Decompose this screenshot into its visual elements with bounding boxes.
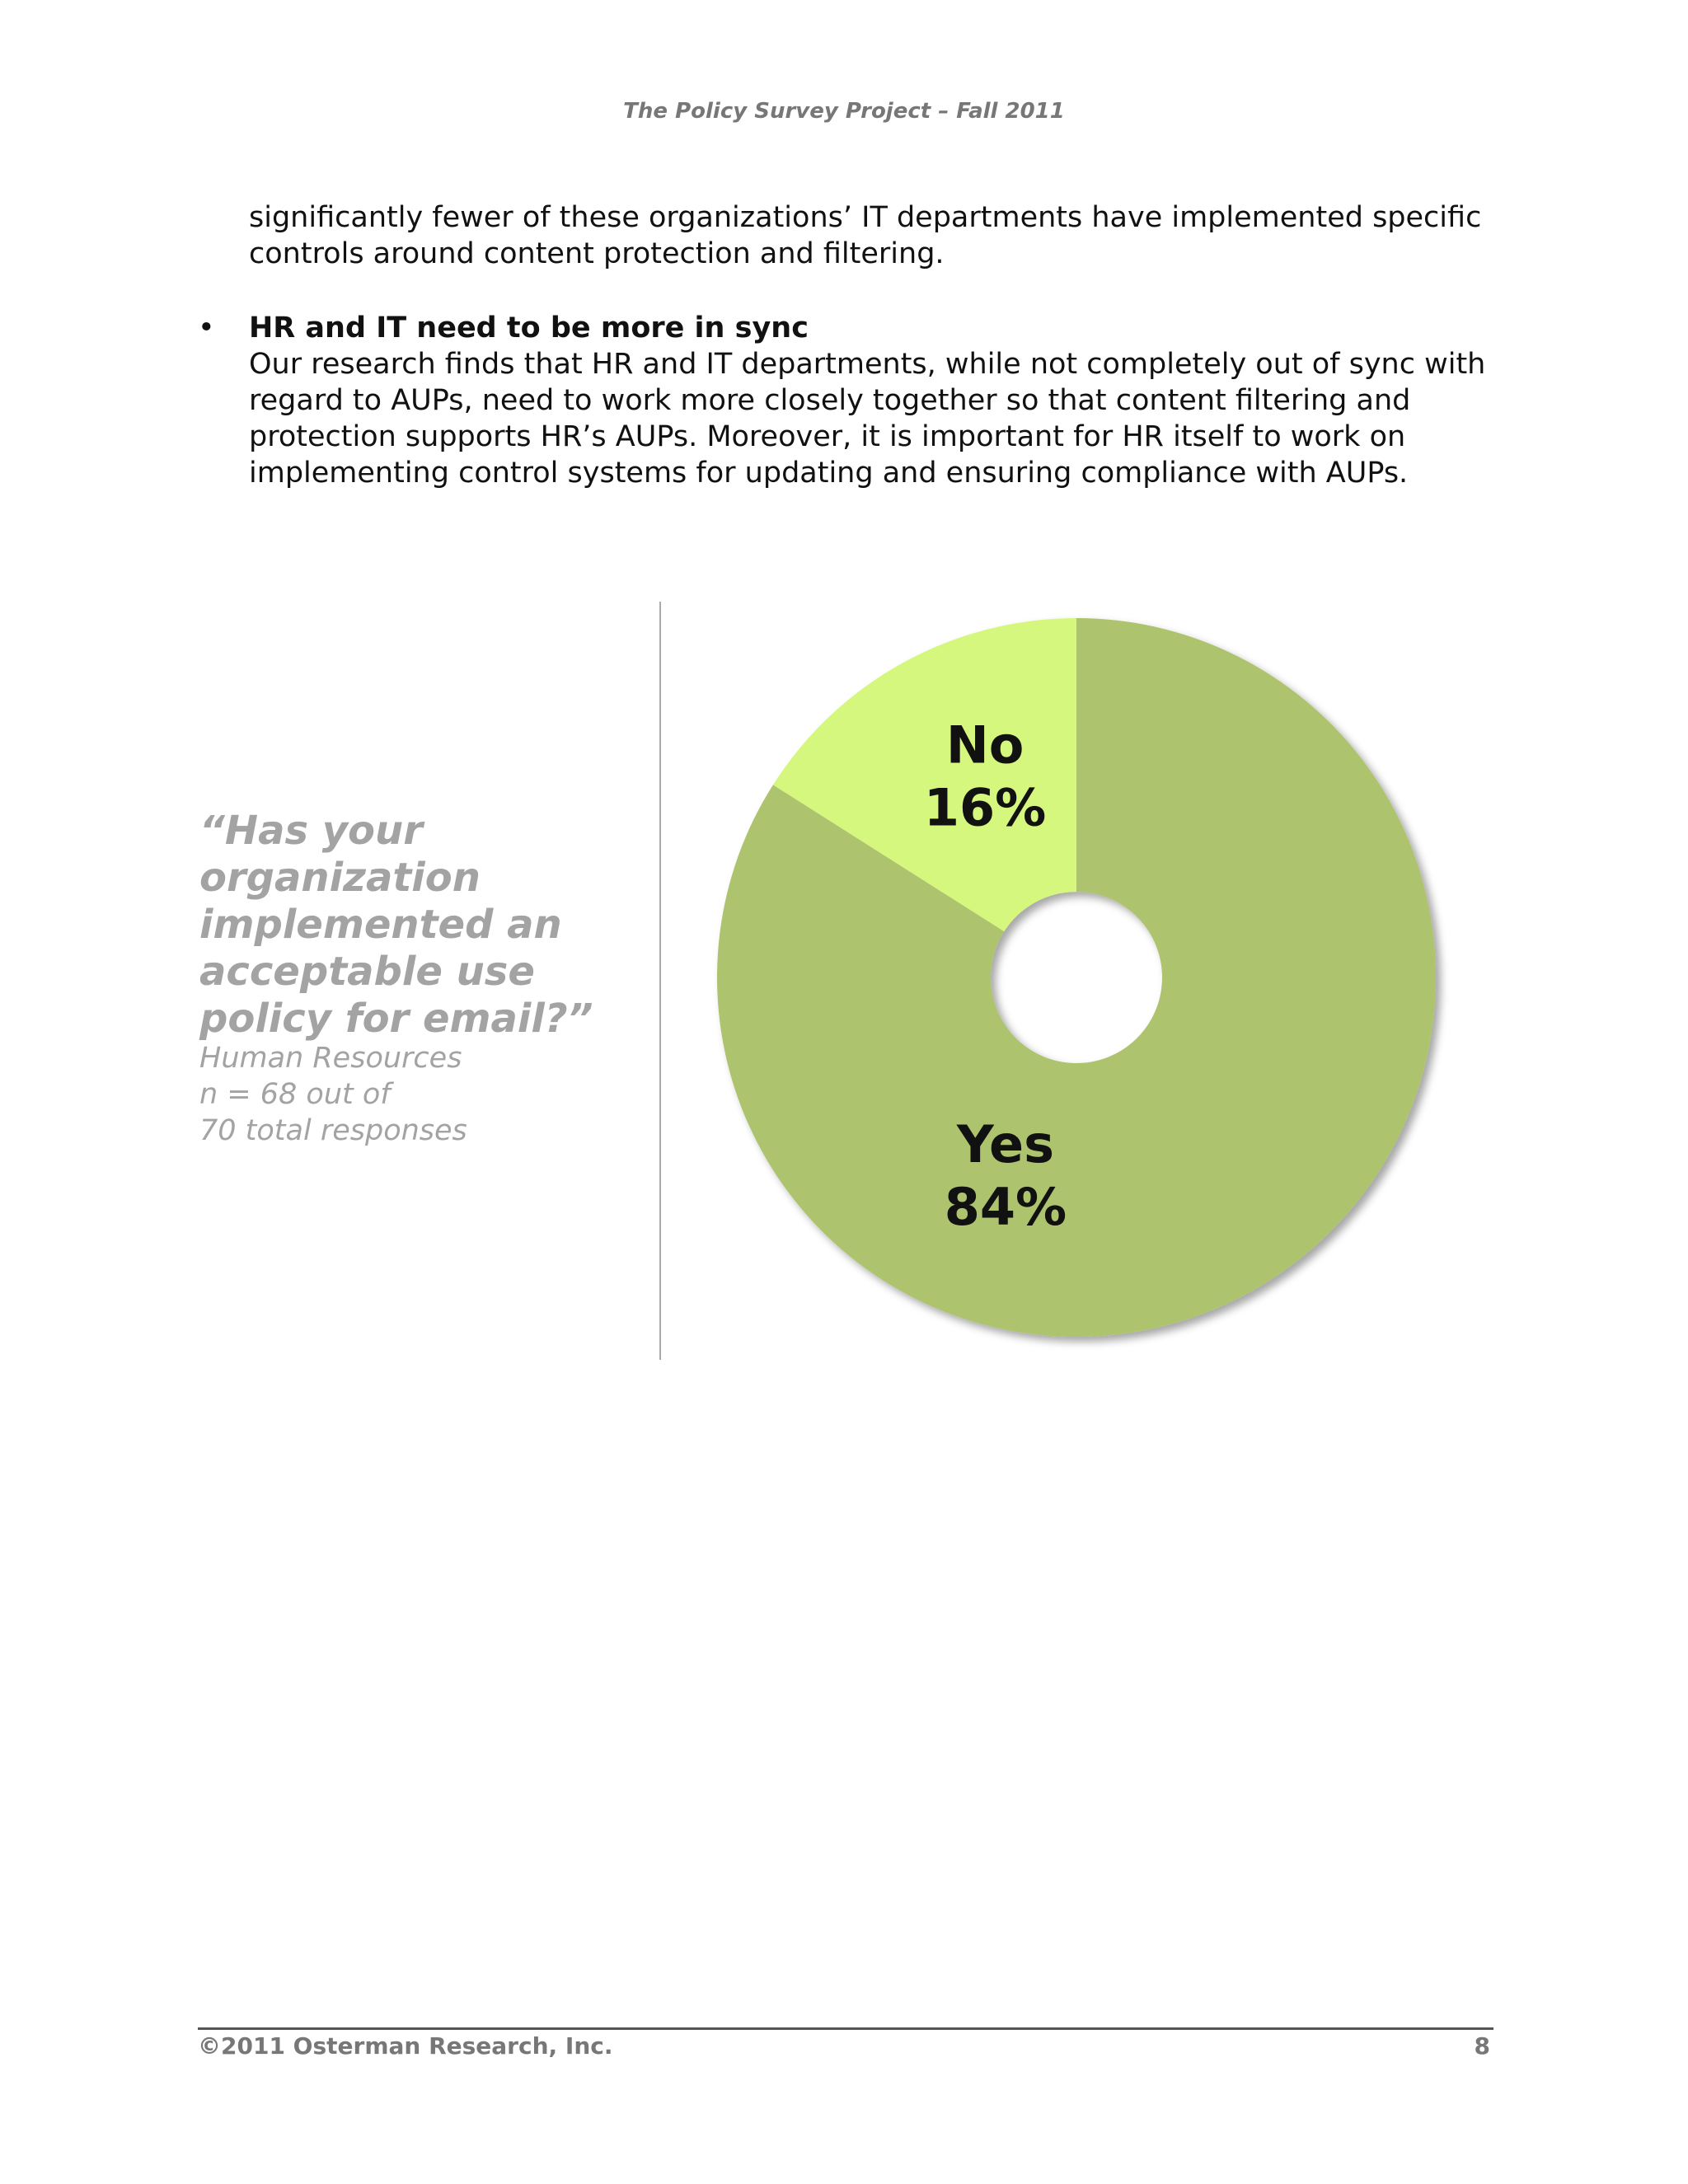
- donut-label-yes-value: 84%: [944, 1176, 1067, 1237]
- donut-chart: [692, 593, 1451, 1352]
- chart-note-line: n = 68 out of: [199, 1078, 391, 1111]
- bullet-heading: HR and IT need to be more in sync: [249, 312, 809, 344]
- donut-label-yes-name: Yes: [956, 1113, 1055, 1174]
- footer-page-number: 8: [1474, 2032, 1490, 2060]
- chart-question: “Has your organization implemented an acceptable use policy for email?”: [199, 808, 593, 1042]
- donut-label-no-value: 16%: [923, 777, 1047, 838]
- donut-label-no-name: No: [945, 715, 1025, 776]
- bullet-marker: •: [198, 312, 215, 344]
- page-header-title: The Policy Survey Project – Fall 2011: [623, 99, 1065, 124]
- footer-rule: [198, 2027, 1493, 2030]
- footer-copyright: ©2011 Osterman Research, Inc.: [198, 2032, 613, 2060]
- chart-note-line: Human Resources: [199, 1042, 462, 1075]
- chart-note-line: 70 total responses: [199, 1114, 467, 1147]
- bullet-body: [249, 310, 1518, 491]
- chart-note: [199, 1040, 612, 1149]
- bullet-text: Our research finds that HR and IT departments, while not completely out of sync with regard to AUPs, need to work more closely together so that content filtering and protection supports HR’s AUPs. Moreover, it is important for HR itself to work on implementing control systems for updating and ensuring compliance with AUPs.: [249, 348, 1486, 490]
- continued-paragraph: significantly fewer of these organizations’ IT departments have implemented specific controls around content protection and filtering.: [249, 201, 1482, 270]
- vertical-divider: [659, 602, 661, 1360]
